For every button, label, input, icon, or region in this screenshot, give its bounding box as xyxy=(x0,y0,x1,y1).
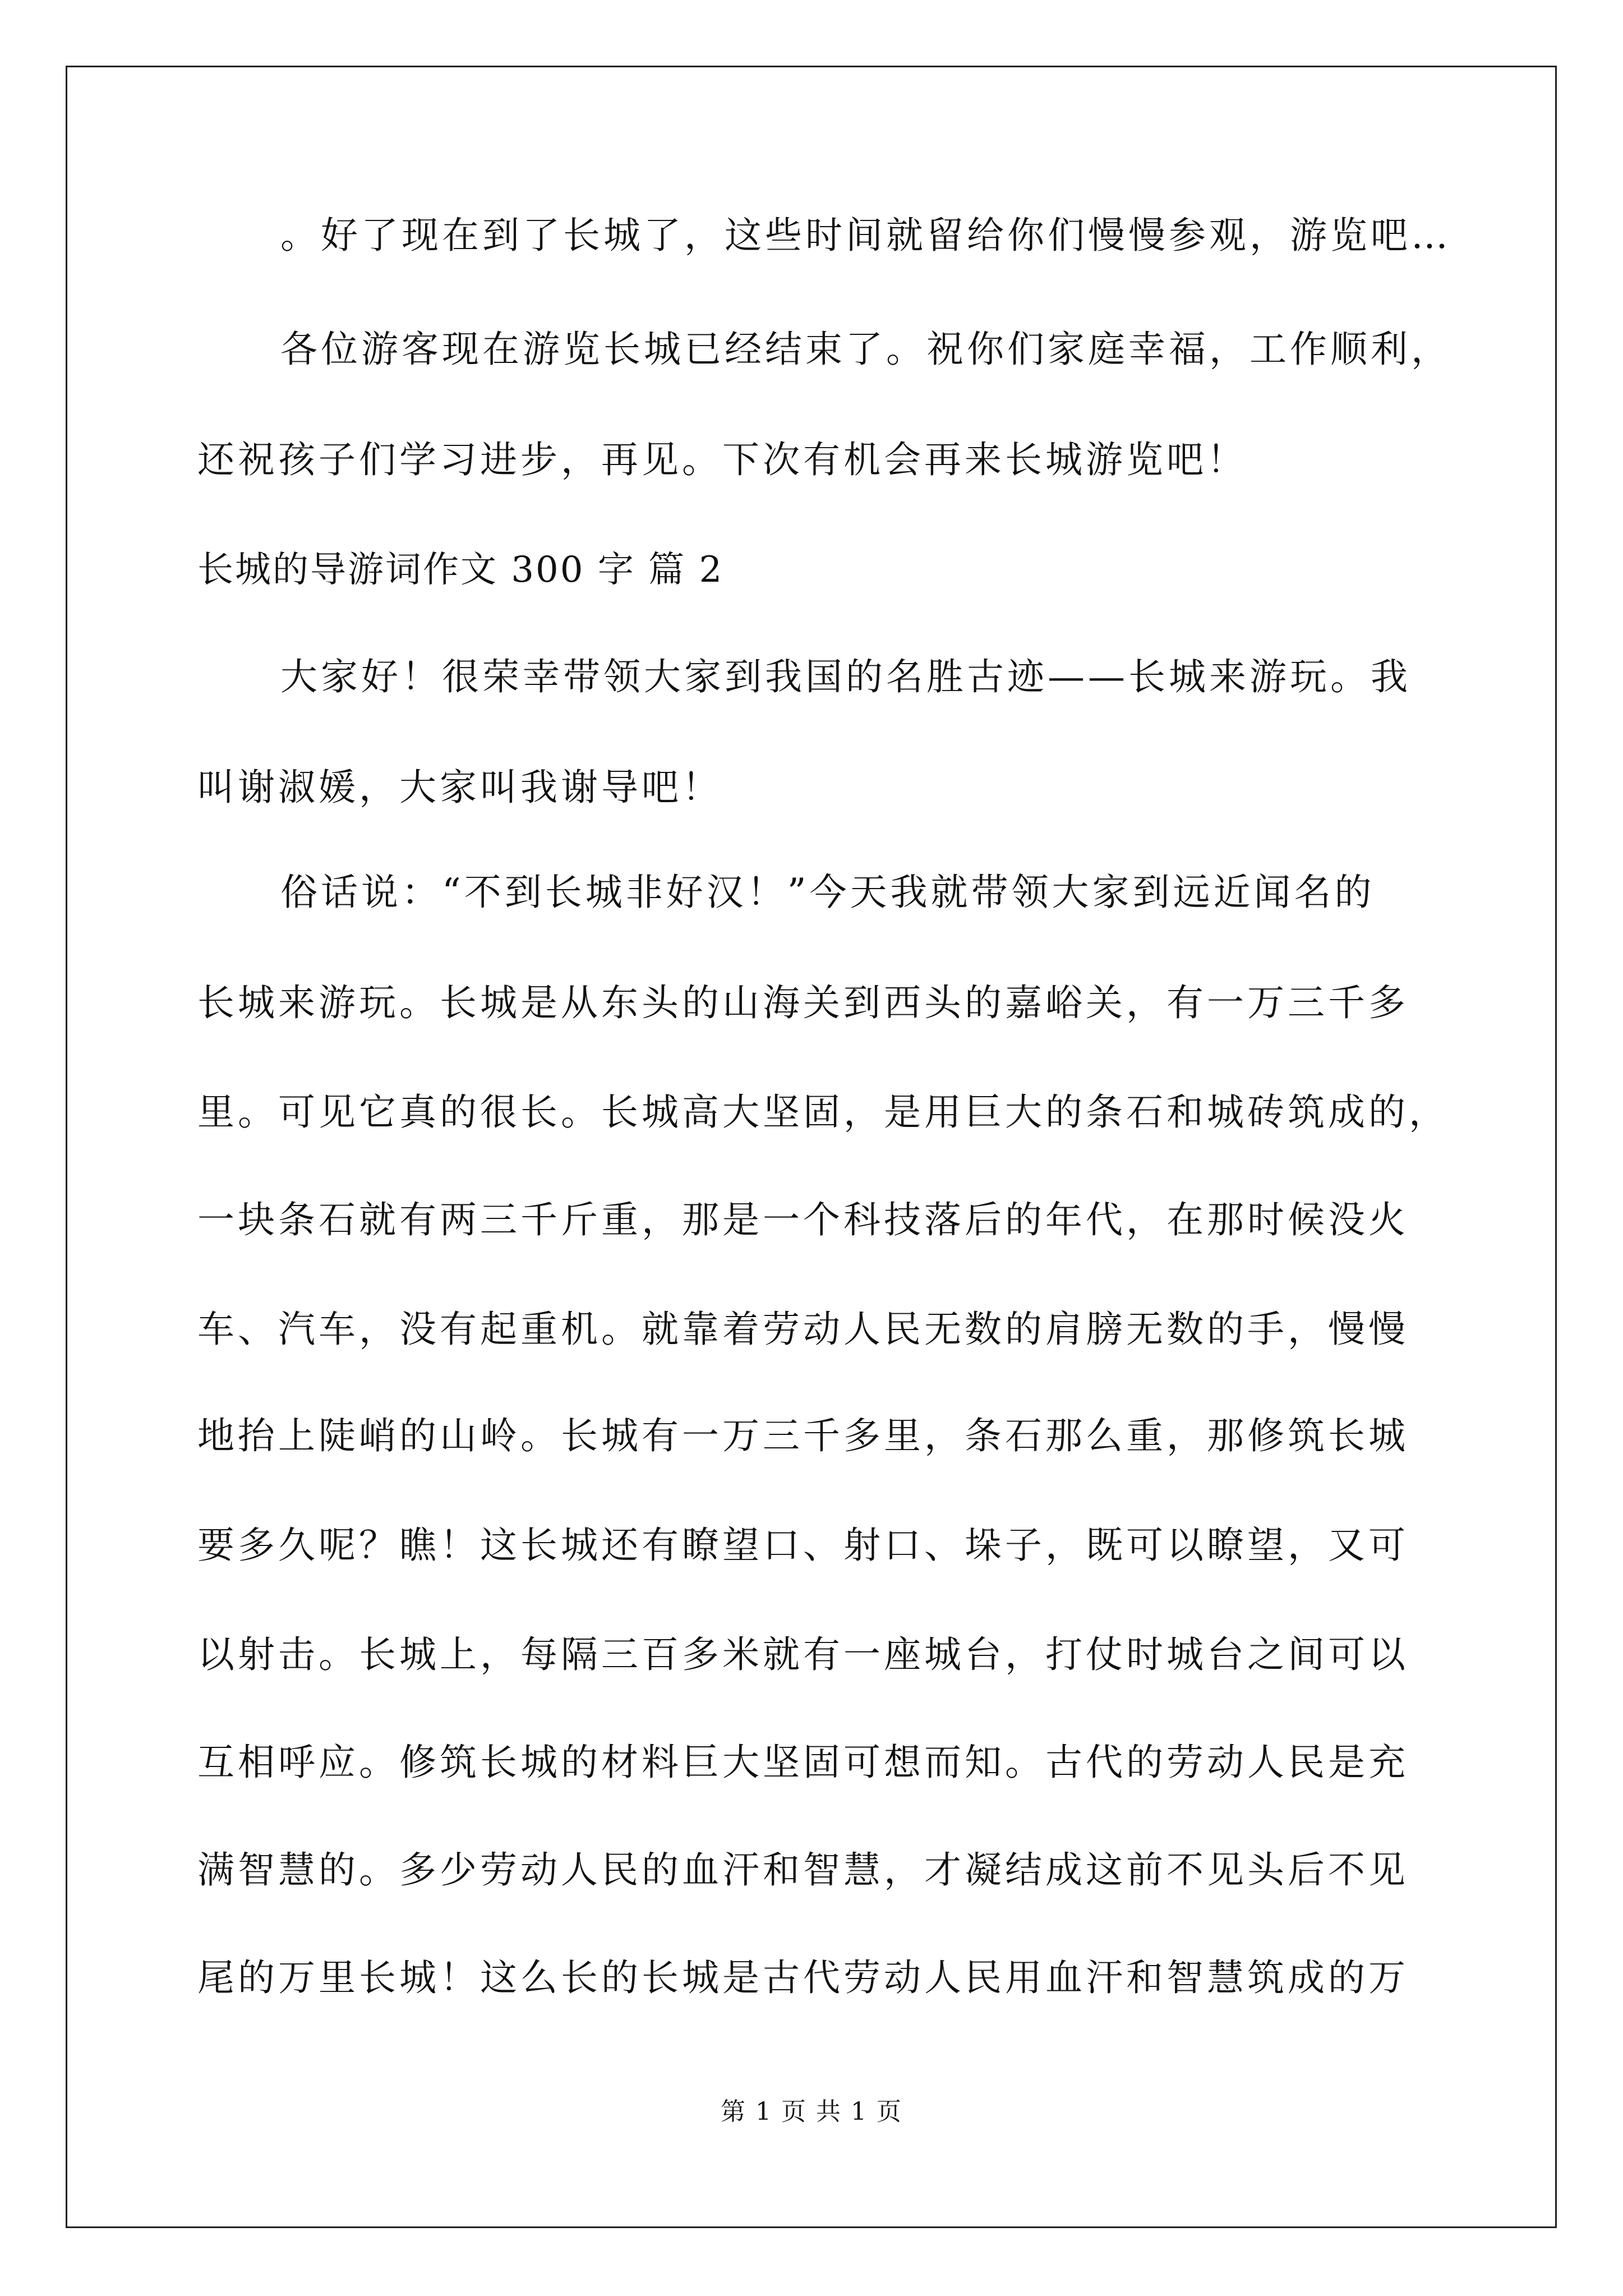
text-line: 要多久呢？瞧！这长城还有瞭望口、射口、垛子，既可以瞭望，又可 xyxy=(197,1524,1409,1567)
text-line: 还祝孩子们学习进步，再见。下次有机会再来长城游览吧！ xyxy=(197,438,1247,481)
page-footer: 第 1 页 共 1 页 xyxy=(721,2097,902,2126)
text-line: 里。可见它真的很长。长城高大坚固，是用巨大的条石和城砖筑成的， xyxy=(197,1091,1449,1134)
text-line: 以射击。长城上，每隔三百多米就有一座城台，打仗时城台之间可以 xyxy=(197,1633,1409,1676)
text-line: 俗话说：“不到长城非好汉！”今天我就带领大家到远近闻名的 xyxy=(280,871,1375,914)
section-heading: 长城的导游词作文 300 字 篇 2 xyxy=(197,549,724,591)
text-line: 一块条石就有两三千斤重，那是一个科技落后的年代，在那时候没火 xyxy=(197,1198,1409,1241)
text-line: 车、汽车，没有起重机。就靠着劳动人民无数的肩膀无数的手，慢慢 xyxy=(197,1308,1409,1351)
page-border xyxy=(66,66,1557,2228)
text-line: 叫谢淑媛，大家叫我谢导吧！ xyxy=(197,766,722,809)
text-line: 地抬上陡峭的山岭。长城有一万三千多里，条石那么重，那修筑长城 xyxy=(197,1414,1409,1457)
text-line: 满智慧的。多少劳动人民的血汗和智慧，才凝结成这前不见头后不见 xyxy=(197,1848,1409,1892)
text-line: 各位游客现在游览长城已经结束了。祝你们家庭幸福，工作顺利， xyxy=(280,328,1451,371)
text-line: 长城来游玩。长城是从东头的山海关到西头的嘉峪关，有一万三千多 xyxy=(197,981,1409,1024)
text-line: 尾的万里长城！这么长的长城是古代劳动人民用血汗和智慧筑成的万 xyxy=(197,1956,1409,1999)
text-line: 互相呼应。修筑长城的材料巨大坚固可想而知。古代的劳动人民是充 xyxy=(197,1741,1409,1784)
text-line: 。好了现在到了长城了，这些时间就留给你们慢慢参观，游览吧… xyxy=(280,214,1451,257)
text-line: 大家好！很荣幸带领大家到我国的名胜古迹——长城来游玩。我 xyxy=(280,655,1411,698)
